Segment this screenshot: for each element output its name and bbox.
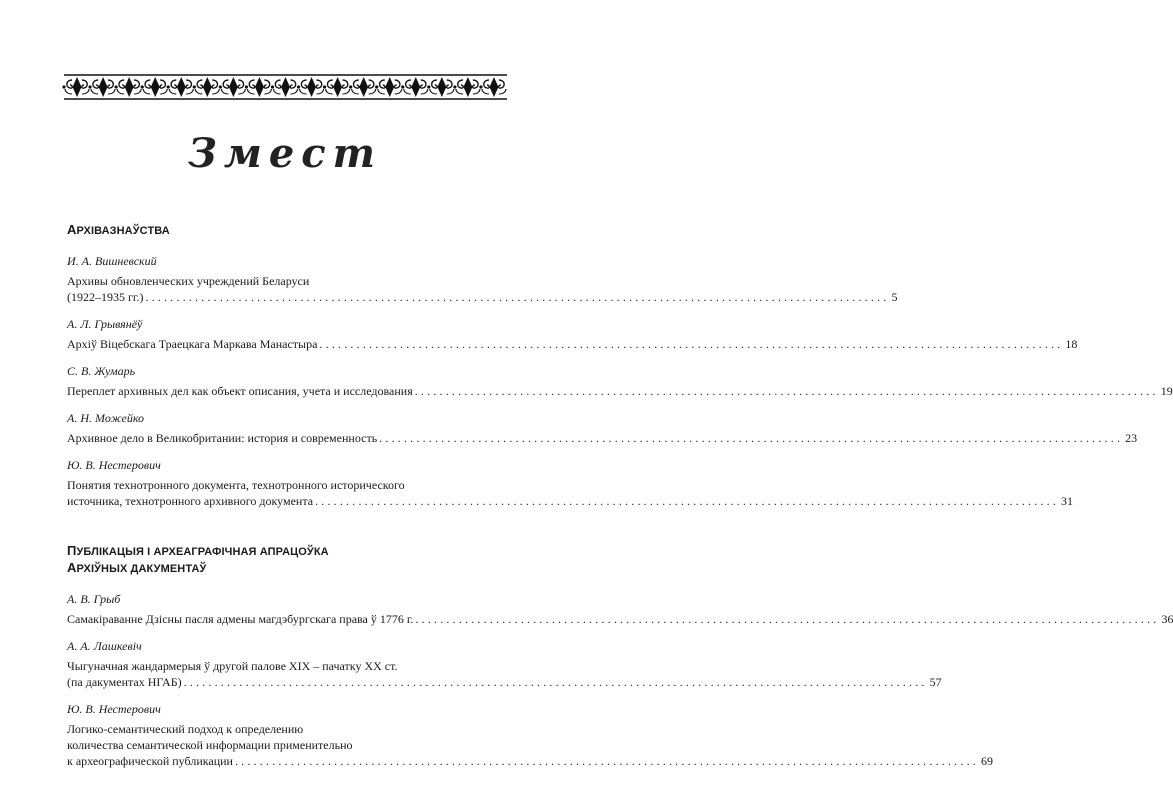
entry-author: Ю. В. Нестерович xyxy=(67,702,161,716)
toc-entry xyxy=(67,592,1173,627)
leader-dots: ........................................................................................................................ xyxy=(183,675,928,689)
ornament-motif xyxy=(453,78,480,96)
leader-dots: ........................................................................................................................ xyxy=(315,494,1060,508)
page-number: 5 xyxy=(891,290,898,304)
leader-dots: ........................................................................................................................ xyxy=(415,612,1160,626)
toc-entry xyxy=(67,317,1078,352)
section-heading xyxy=(67,543,497,577)
ornament-motif xyxy=(88,78,115,96)
ornament-motif xyxy=(323,78,350,96)
toc-entry xyxy=(67,702,993,769)
entry-title-line xyxy=(67,336,1078,352)
heading-rest: РХІЎНЫХ ДАКУМЕНТАЎ xyxy=(76,563,207,575)
ornament-motif xyxy=(219,78,246,96)
ornamental-border xyxy=(64,74,507,100)
ornament-motif xyxy=(115,78,142,96)
ornament-motif xyxy=(427,78,454,96)
entry-title-text: Архивное дело в Великобритании: история и современность xyxy=(67,431,378,445)
toc-entry xyxy=(67,458,1074,509)
entry-title-line: Архивы обновленческих учреждений Беларуси xyxy=(67,274,310,288)
entry-author: И. А. Вишневский xyxy=(67,254,157,268)
ornament-motif xyxy=(375,78,402,96)
entry-title-line xyxy=(67,289,898,305)
entry-author: А. Н. Можейко xyxy=(67,411,145,425)
entry-author: Ю. В. Нестерович xyxy=(67,458,161,472)
ornament-motif xyxy=(245,78,272,96)
table-of-contents xyxy=(67,222,1173,781)
page-number: 18 xyxy=(1065,337,1078,351)
page-number: 69 xyxy=(980,754,993,768)
entry-title-text: (1922–1935 гг.) xyxy=(67,290,144,304)
section-heading-line xyxy=(67,560,497,577)
page-number: 57 xyxy=(929,675,942,689)
ornament-motif xyxy=(297,78,324,96)
entry-title-line: Логико-семантический подход к определению xyxy=(67,722,304,736)
heading-rest: УБЛІКАЦЫЯ І АРХЕАГРАФІЧНАЯ АПРАЦОЎКА xyxy=(76,546,329,558)
page-number: 36 xyxy=(1161,612,1173,626)
leader-dots: ........................................................................................................................ xyxy=(234,754,979,768)
entry-title-line: Понятия технотронного документа, технотронного исторического xyxy=(67,478,405,492)
toc-entry xyxy=(67,411,1138,446)
ornament-motif xyxy=(167,78,194,96)
ornament-motif xyxy=(62,78,89,96)
entry-author: А. А. Лашкевіч xyxy=(67,639,142,653)
entry-title-text: (па дакументах НГАБ) xyxy=(67,675,182,689)
ornament-motif xyxy=(479,78,506,96)
page-number: 19 xyxy=(1160,384,1173,398)
entry-title-line xyxy=(67,611,1173,627)
page-number: 31 xyxy=(1061,494,1074,508)
entry-title-line xyxy=(67,383,1173,399)
ornament-motif xyxy=(349,78,376,96)
ornament-motif xyxy=(141,78,168,96)
toc-entry xyxy=(67,254,898,305)
entry-title-text: Переплет архивных дел как объект описания, учета и исследования xyxy=(67,384,413,398)
leader-dots: ........................................................................................................................ xyxy=(414,384,1159,398)
entry-title-text: Архіў Віцебскага Траецкага Маркава Манастыра xyxy=(67,337,318,351)
ornament-motif xyxy=(193,78,220,96)
leader-dots: ........................................................................................................................ xyxy=(379,431,1124,445)
entry-title-line xyxy=(67,430,1138,446)
toc-entry xyxy=(67,364,1173,399)
entry-title-line xyxy=(67,674,942,690)
page-title: Змест xyxy=(187,130,382,177)
section-heading xyxy=(67,222,497,239)
leader-dots: ........................................................................................................................ xyxy=(319,337,1064,351)
entry-author: С. В. Жумарь xyxy=(67,364,136,378)
leader-dots: ........................................................................................................................ xyxy=(145,290,890,304)
entry-title-line xyxy=(67,753,993,769)
heading-rest: РХІВАЗНАЎСТВА xyxy=(76,225,170,237)
entry-author: А. Л. Грывянёў xyxy=(67,317,143,331)
toc-entry xyxy=(67,639,942,690)
section-heading-line xyxy=(67,543,497,560)
entry-title-line: Чыгуначная жандармерыя ў другой палове XIX – пачатку XX ст. xyxy=(67,659,398,673)
entry-author: А. В. Грыб xyxy=(67,592,121,606)
heading-initial: А xyxy=(67,560,77,575)
heading-initial: А xyxy=(67,222,77,237)
entry-title-text: к археографической публикации xyxy=(67,754,233,768)
entry-title-text: источника, технотронного архивного документа xyxy=(67,494,314,508)
section-heading-line xyxy=(67,222,497,239)
entry-title-text: Самакіраванне Дзісны пасля адмены магдэбургскага права ў 1776 г. xyxy=(67,612,414,626)
entry-title-line: количества семантической информации применительно xyxy=(67,738,353,752)
ornament-motif xyxy=(401,78,428,96)
page-number: 23 xyxy=(1125,431,1138,445)
section-spacer xyxy=(67,521,497,543)
heading-initial: П xyxy=(67,543,77,558)
ornament-motif xyxy=(271,78,298,96)
entry-title-line xyxy=(67,493,1074,509)
